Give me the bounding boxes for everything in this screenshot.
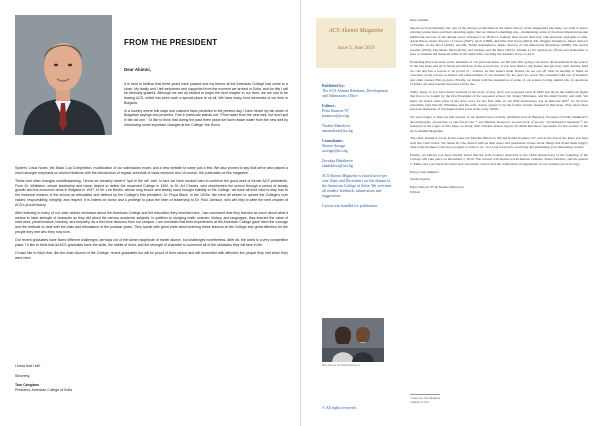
- about-title: ACS Alumni Magazine: [322, 174, 358, 178]
- consultant-email: ssavage@acs.bg: [322, 149, 348, 153]
- footnote: ² Atlantis is Over: [410, 400, 430, 404]
- signature-name: Tom Cangiano: [15, 383, 40, 388]
- consultants-label: Consultants:: [322, 139, 344, 143]
- masthead-sidebar: [316, 18, 396, 413]
- paragraph: I'd also like to think that, like the older Alumni of the College, recent graduates too will be proud of their school and will remember with affection the people they met when they were here.: [15, 250, 288, 260]
- paragraph: It is hard to believe that three years have passed and my tenure at the American College has come to a close. My family and I felt welcomed and supported from the moment we arrived in Sofia, and for this I will be eternally grateful. Although we are all excited to begin the next chapter in our lives, we are sad to be leaving ACS, which has been such a special place to us all. We have many fond memories of our time in Bulgaria.: [124, 82, 288, 105]
- editors-letter: [410, 18, 588, 194]
- page-title: FROM THE PRESIDENT: [124, 38, 218, 47]
- editors-label: Editors:: [322, 104, 336, 108]
- layout-credit: Layout was handled for publication.: [322, 204, 379, 208]
- editors-names: Petia Stanova '97 & Natalia Manolova: [410, 185, 464, 190]
- editor-name: Petia Stanova '97: [322, 109, 349, 113]
- published-label: Published by:: [322, 84, 345, 88]
- paragraph: Our recent graduates have faced different challenges, perhaps not of the same magnitude of earlier alumni, but challenges nonetheless. After all, the world is a very competitive place. I'd like to think that all ACS graduates have the skills, the habits of mind, and the strength of character to surmount all of the obstacles they will face in life.: [15, 237, 288, 247]
- footnotes: [410, 397, 580, 404]
- photo-caption: Petia Stanova and Natalia Manolova: [322, 364, 360, 367]
- masthead-box: [316, 18, 396, 68]
- consultant-name: Sharon Savage: [322, 144, 346, 148]
- editor-email: pstanova@acs.bg: [322, 114, 350, 118]
- letter-salutation: Dear Alumni,: [124, 67, 151, 72]
- copyright-notice: © All rights reserved.: [322, 405, 357, 410]
- letter-salutation: Dear Alumni,: [410, 18, 430, 22]
- editor-email: nmanolova@acs.bg: [322, 129, 353, 133]
- magazine-title: ACS Alumni Magazine: [328, 28, 384, 34]
- editors-photo: [322, 318, 384, 362]
- paragraph: Sadly, many of you have heard versions of the story of how ACS was reopened back in 1992 and about the numerous fights that had to be fought by the first President of the reopened school, Dr. Roger Whittaker, and his small faculty and staff. We knew we heard some parts of the story story for the first time on our 85th anniversary day in mid-and 2007. So we have extremely glad that Dr. Whittaker and his wife, Susan, agreed to be the former faculty featured in this issue. They share their precious memories of the inspirational years in the early 1990s.: [410, 89, 588, 112]
- issue-label: Issue 3, June 2010: [337, 46, 375, 51]
- consultant-name: Zornitsa Hadzhieva: [322, 159, 353, 163]
- paragraph: After listening to many of our older alumni reminisce about the American College and the education they received here, I am convinced that they learned as much about what it means to have strength of character as they did about the various academic subjects. In addition to studying math, science, history, and languages, they learned the value of hard work, perseverance, honesty, and empathy. As a first-time alumnus from our campus, I am reminded that their experiences at the American College gave them the courage and the fortitude to deal with the trials and tribulations of the postwar years. They speak with great pride about learning these lessons at the College and great affection for the people they met who they now love.: [15, 210, 288, 234]
- intro-text: [124, 82, 288, 130]
- page-gutter: [300, 0, 301, 426]
- closing-line: Warm regards,: [410, 177, 431, 182]
- closing-line: Enjoy your summer!: [410, 169, 439, 174]
- editors-role: Editors: [410, 189, 421, 194]
- masthead-credits: [322, 84, 394, 214]
- letter-body: [15, 166, 288, 264]
- letter-closing: [15, 364, 215, 392]
- president-portrait: [15, 15, 112, 135]
- paragraph: System, Lotus Notes, the Black Cup Competition, modification of our admissions exam, and a new website to name just a few. We also proved to say that we've also placed a much stronger emphasis on alumni relations with the introduction of regular schedule of class reunions and, of course, the publication of this magazine.: [15, 166, 288, 175]
- paragraph: The other alumni in focus in this issue are Martina Nikolova '96 and Polina Kozheva '97, and at the end of the issue you may read the Class Notes. We thank all who shared with us their news and passionate stories about things that make them happy! This is the moment to invite you again to write to us - in a look-forward to receiving and publishing your interesting stories!: [410, 136, 588, 150]
- paragraph: Ahead we're incidentally into any of the diverse productions in the entire history of the magazine's last issue, we want to honor existing productions and their returning again, that we missed something else - maintaining some of the most important people behind the success of the annual report released over 2010-11, namely their recent directory. Our sincerest apologies to Mrs. Adela Bison, music director of Cuero (1997), Aloir (1998), and Wire Tail Story (2004); Ms. Maggie Yanakieva, music director of Fiddler on the Roof (2005), and Ms. Nadia Kandumova, music director of All Americans Broadway (2008), The Secret Garden (2009), The Music Man (2010), and Swingo and the Bard (2010). Thanks so for sparing no efforts and dedication to pass to students the musicals while at the same time coaching the students above to ACS.: [410, 25, 588, 57]
- closing-line: Sincerely,: [15, 373, 31, 378]
- paragraph: Extending that look back on the moments of our previous issue, we felt that after going over major developments in the school in the last issue and ACS drama productions in the second one, it was now time to dig deeper and get busy with another field we call and has a reason to be proud of - science. In this issue's main feature we set out off with an attempt to make an overview of the science activities and achievements of our students for the past two years. We consulted with our of student's and other science Fair projects. Finally, we finish with the inspiration of some of our science loving alumni who in questions of future all started under here here before the.: [410, 60, 588, 87]
- paragraph: These and other changes notwithstanding, I know we certainly haven't "spit in the old" well. In fact, we have worked hard to continue the good work of former ACS presidents. From Dr. Whittaker, whose leadership and vision helped to define the reopened College in 1992, to Dr. Art Charles, who shepherded the school through a period of steady growth and the economic crisis in Bulgaria in 1997, to Mr. Lee Bristio, whose long tenure and steady hand brought stability to the College, we have all tried hard to stay true to the historical mission of the school as articulated and defined by the College's first president, Dr. Floyd Black, in the 1920s. We have all striven to uphold the College's core values: responsibility, integrity, and respect. It is indeed an honor and a privilege to pass the helm of leadership to Dr. Paul Johnson, who will help to write the next chapter of ACS's proud history.: [15, 179, 288, 207]
- consultant-email: zhadzhieva@acs.bg: [322, 164, 353, 168]
- footnote: ¹ Light your Own Bulgaria: [410, 397, 440, 400]
- editor-name: Natalia Manolova: [322, 124, 350, 128]
- footnote-rule: [410, 394, 440, 395]
- signature-title: President, American College of Sofia: [15, 387, 73, 392]
- publisher: The ACS Alumni Relations, Development, and Admissions Office: [322, 89, 389, 98]
- paragraph: Finally, we believe you have already heard that the Gala Concert dedicated to the 140th Anniversary of the founding of the College will take place on December 7, 2010. The concert will feature world-famous violinist, Vesko Vanchev, and his quartet to Make sure you check the latest news about the concert and the celebration arrangements on our website (www.acs.bg).: [410, 152, 588, 166]
- closing-line: I know that I will.: [15, 364, 41, 368]
- president-portrait-illustration: [15, 15, 112, 135]
- paragraph: In a country where folk ways and customs have persisted to the present day, I have heard my fair share of Bulgarian sayings and proverbs. One in particular stands out: "Flow water from the new well, but don't spit in the old one." I'd like to think that during the past three years we have drawn water from the new well by introducing some important changes at the College: the Honor: [124, 108, 288, 127]
- editors-photo-illustration: [322, 318, 384, 362]
- about-text: is issued twice per year (June and December) for the alumni of the American College of Sofia. We welcome all readers' feedback, submissions and suggestions.: [322, 174, 392, 198]
- paragraph: We were happy to find out that several of our alumni were recently published here in Bulgaria. Excerpts of Petko Dinkhaev's autobiography, „Kopavanе от ума богатство"¹, and Dimitar Kenarov's second book of poetry, "Атлантидата свършва"², are featured on the pages of this issue, so along with valuable author reports by Maik Kristenov reportedly for the readers of the ACS Alumni Magazine.: [410, 115, 588, 133]
